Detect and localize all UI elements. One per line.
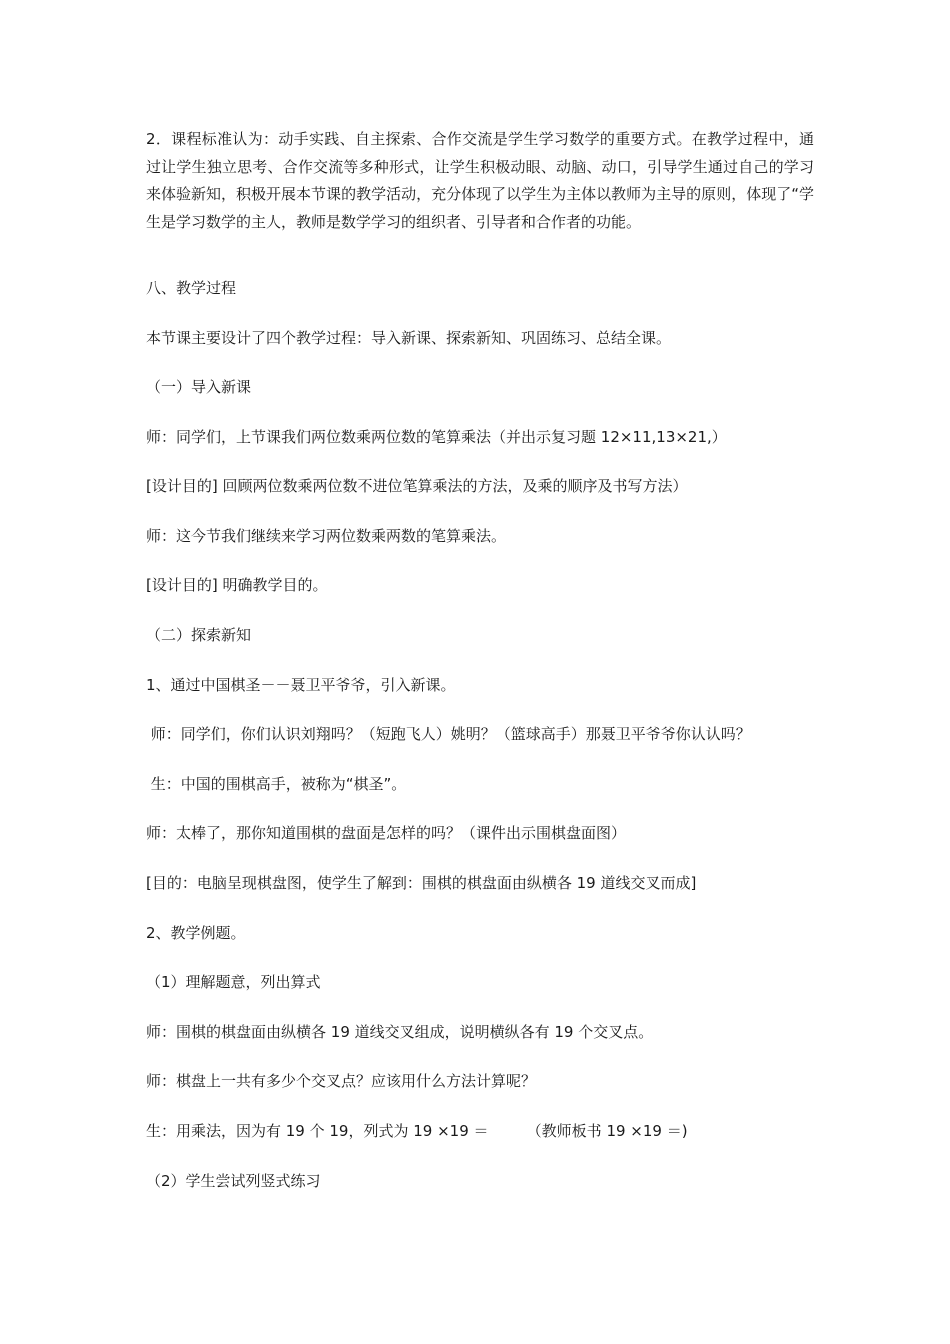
paragraph-teacher-question: 师：同学们，你们认识刘翔吗？（短跑飞人）姚明？（篮球高手）那聂卫平爷爷你认认吗？ bbox=[146, 725, 751, 743]
subheading-import-new-lesson: （一）导入新课 bbox=[146, 378, 252, 396]
section-heading-teaching-process: 八、教学过程 bbox=[146, 279, 237, 297]
paragraph-course-standard: 2．课程标准认为：动手实践、自主探索、合作交流是学生学习数学的重要方式。在教学过程中，通过让学生独立思考、合作交流等多种形式，让学生积极动眼、动脑、动口，引导学生通过自己的学习来体验新知，积极开展本节课的教学活动，充分体现了以学生为主体以教师为主导的原则，体现了“学生是学习数学的主人，教师是数学学习的组织者、引导者和合作者的功能。 bbox=[146, 130, 814, 231]
paragraph-design-purpose-1: [设计目的] 回顾两位数乘两位数不进位笔算乘法的方法，及乘的顺序及书写方法） bbox=[146, 477, 688, 495]
paragraph-teacher-continue: 师：这今节我们继续来学习两位数乘两数的笔算乘法。 bbox=[146, 527, 507, 545]
paragraph-student-answer: 生：中国的围棋高手，被称为“棋圣”。 bbox=[146, 775, 407, 793]
paragraph-teacher-review: 师：同学们，上节课我们两位数乘两位数的笔算乘法（并出示复习题 12×11,13×21,） bbox=[146, 428, 727, 446]
paragraph-item-2: 2、教学例题。 bbox=[146, 924, 246, 942]
subheading-explore-new-knowledge: （二）探索新知 bbox=[146, 626, 252, 644]
paragraph-purpose-board: [目的：电脑呈现棋盘图，使学生了解到：围棋的棋盘面由纵横各 19 道线交叉而成] bbox=[146, 874, 697, 892]
paragraph-teacher-count: 师：棋盘上一共有多少个交叉点？应该用什么方法计算呢？ bbox=[146, 1072, 537, 1090]
paragraph-understand-problem: （1）理解题意，列出算式 bbox=[146, 973, 321, 991]
paragraph-teacher-lines: 师：围棋的棋盘面由纵横各 19 道线交叉组成，说明横纵各有 19 个交叉点。 bbox=[146, 1023, 654, 1041]
paragraph-student-multiply: 生：用乘法，因为有 19 个 19，列式为 19 ×19 ＝ （教师板书 19 ×19 ＝) bbox=[146, 1122, 688, 1140]
paragraph-process-overview: 本节课主要设计了四个教学过程：导入新课、探索新知、巩固练习、总结全课。 bbox=[146, 329, 672, 347]
paragraph-item-1: 1、通过中国棋圣－－聂卫平爷爷，引入新课。 bbox=[146, 676, 456, 694]
paragraph-teacher-board: 师：太棒了，那你知道围棋的盘面是怎样的吗？（课件出示围棋盘面图） bbox=[146, 824, 627, 842]
paragraph-design-purpose-2: [设计目的] 明确教学目的。 bbox=[146, 576, 328, 594]
paragraph-vertical-practice: （2）学生尝试列竖式练习 bbox=[146, 1172, 321, 1190]
